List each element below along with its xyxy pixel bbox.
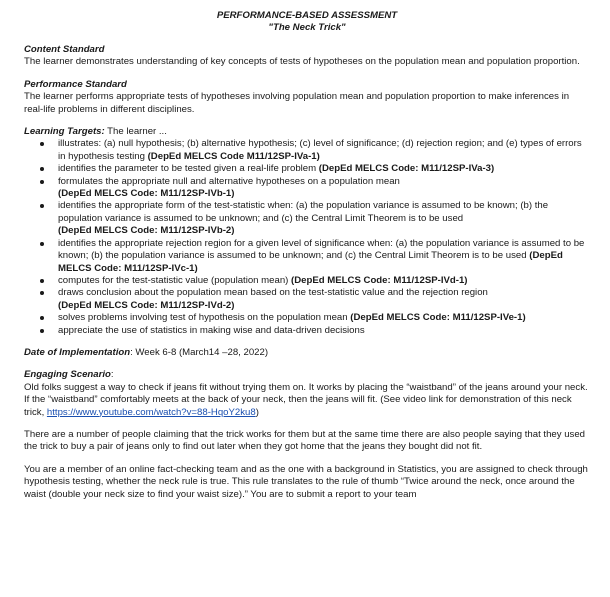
bullet-icon xyxy=(40,329,44,333)
date-label: Date of Implementation xyxy=(24,346,131,358)
document-title xyxy=(24,10,590,34)
list-item xyxy=(36,275,590,287)
learning-targets-header xyxy=(24,126,590,138)
content-standard-section xyxy=(24,44,590,69)
performance-standard-text: The learner performs appropriate tests of hypotheses involving population mean and population proportion to make inferences in real-life problems in different disciplines. xyxy=(24,91,570,115)
engaging-scenario-heading: Engaging Scenario xyxy=(24,369,111,381)
target-text: appreciate the use of statistics in making wise and data-driven decisions xyxy=(58,324,365,336)
performance-standard-heading: Performance Standard xyxy=(24,78,127,90)
scenario-paragraph-1 xyxy=(24,382,590,419)
target-text: formulates the appropriate null and alternative hypotheses on a population mean xyxy=(58,175,400,187)
melcs-code: (DepEd MELCS Code M11/12SP-IVa-1) xyxy=(147,150,320,162)
document-page xyxy=(24,10,590,501)
performance-standard-section xyxy=(24,79,590,116)
learning-targets-heading: Learning Targets: xyxy=(24,126,105,138)
bullet-icon xyxy=(40,316,44,320)
list-item xyxy=(36,325,590,337)
target-text: draws conclusion about the population mean based on the test-statistic value and the rejection region xyxy=(58,287,488,299)
scenario-paragraph-2: There are a number of people claiming that the trick works for them but at the same time there are also people saying that they used the trick to buy a pair of jeans only to find out later when they got home that the jeans they bought did not fit. xyxy=(24,428,586,453)
target-text: identifies the parameter to be tested given a real-life problem xyxy=(58,163,319,175)
bullet-icon xyxy=(40,167,44,171)
learning-targets-intro: The learner ... xyxy=(104,126,167,138)
scenario-paragraph-1-text: Old folks suggest a way to check if jeans fit without trying them on. It works by placing the “waistband” of the jeans around your neck. If the “waistband” comfortably meets at the back of your neck, then the jeans will fit. (See video link for demonstration of this neck trick, xyxy=(24,381,588,418)
melcs-code: (DepEd MELCS Code: M11/12SP-IVd-2) xyxy=(58,299,235,311)
target-text: solves problems involving test of hypothesis on the population mean xyxy=(58,312,351,324)
engaging-scenario-header xyxy=(24,369,590,381)
date-value: : Week 6-8 (March14 –28, 2022) xyxy=(130,346,269,358)
target-text: illustrates: (a) null hypothesis; (b) alternative hypothesis; (c) level of significance; (d) rejection region; and (e) types of errors in hypothesis testing xyxy=(58,138,582,162)
list-item xyxy=(36,176,590,201)
melcs-code: (DepEd MELCS Code: M11/12SP-IVb-1) xyxy=(58,188,235,200)
title-line-2: "The Neck Trick" xyxy=(268,22,346,33)
target-text: identifies the appropriate rejection region for a given level of significance when: (a) the population variance is assumed to be known; (b) the population variance is assumed to be unknown; and (c) the Central Limit Theorem is to be used xyxy=(58,237,585,262)
melcs-code: (DepEd MELCS Code: M11/12SP-IVa-3) xyxy=(318,163,495,175)
bullet-icon xyxy=(40,204,44,208)
list-item xyxy=(36,238,590,275)
bullet-icon xyxy=(40,279,44,283)
list-item xyxy=(36,287,590,312)
scenario-paragraph-1-end: ) xyxy=(255,406,259,418)
bullet-icon xyxy=(40,142,44,146)
video-link[interactable]: https://www.youtube.com/watch?v=88-HqoY2ku8 xyxy=(46,406,256,418)
bullet-icon xyxy=(40,242,44,246)
engaging-scenario-colon: : xyxy=(110,369,114,381)
melcs-code: (DepEd MELCS Code: M11/12SP-IVd-1) xyxy=(291,274,468,286)
melcs-code: (DepEd MELCS Code: M11/12SP-IVe-1) xyxy=(350,312,526,324)
list-item xyxy=(36,138,590,163)
list-item xyxy=(36,200,590,237)
title-line-1: PERFORMANCE-BASED ASSESSMENT xyxy=(216,10,398,21)
date-of-implementation xyxy=(24,347,590,359)
target-text: computes for the test-statistic value (population mean) xyxy=(58,274,292,286)
bullet-icon xyxy=(40,180,44,184)
target-text: identifies the appropriate form of the test-statistic when: (a) the population variance is assumed to be known; (b) the population variance is assumed to be unknown; and (c) the Central Limit Theorem is to be used xyxy=(58,200,549,224)
melcs-code: (DepEd MELCS Code: M11/12SP-IVb-2) xyxy=(58,225,235,237)
list-item xyxy=(36,163,590,175)
scenario-paragraph-3: You are a member of an online fact-checking team and as the one with a background in Statistics, you are assigned to check through hypothesis testing, whether the neck rule is true. This rule translates to the rule of thumb “Twice around the neck, once around the waist (double your neck size to find your waist size).” You are to submit a report to your team xyxy=(24,463,588,500)
melcs-code: (DepEd MELCS Code: M11/12SP-IVc-1) xyxy=(58,250,563,274)
content-standard-heading: Content Standard xyxy=(24,44,105,55)
engaging-scenario-section xyxy=(24,369,590,501)
learning-targets-list xyxy=(24,138,590,337)
content-standard-text: The learner demonstrates understanding of key concepts of tests of hypotheses on the population mean and population proportion. xyxy=(24,56,580,68)
list-item xyxy=(36,312,590,324)
bullet-icon xyxy=(40,291,44,295)
learning-targets-section xyxy=(24,126,590,337)
